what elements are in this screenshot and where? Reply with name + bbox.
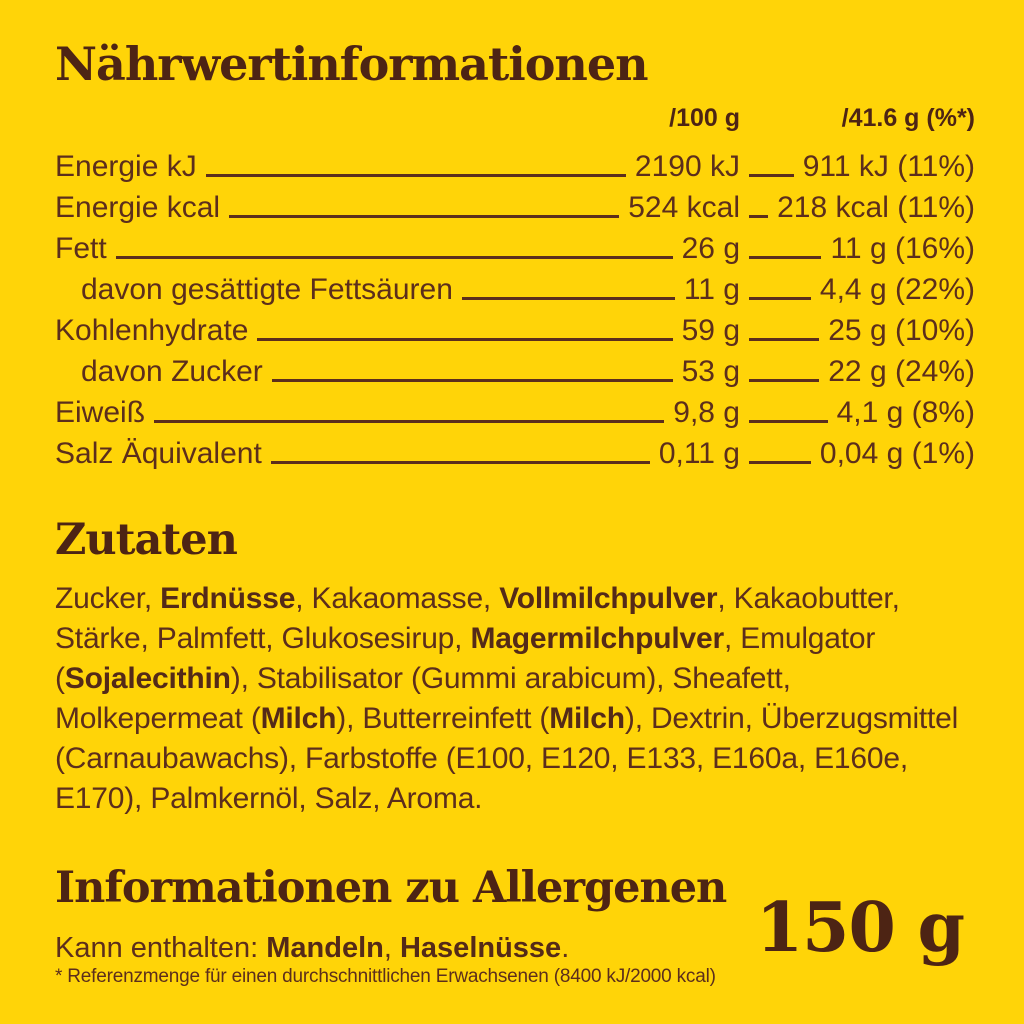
value-per-100g: 2190 kJ: [634, 150, 740, 184]
leader-line: [749, 461, 811, 464]
leader-line: [749, 338, 819, 341]
leader-line: [749, 420, 828, 423]
nutrition-title: Nährwertinformationen: [55, 37, 648, 91]
portion-column: [740, 232, 975, 266]
nutrition-row: [55, 430, 975, 471]
value-per-portion: 25 g (10%): [828, 314, 975, 348]
leader-line: [749, 256, 821, 259]
nutrition-row: [55, 225, 975, 266]
value-per-portion: 4,4 g (22%): [819, 273, 975, 307]
allergens-text: Kann enthalten: Mandeln, Haselnüsse.: [55, 932, 570, 965]
leader-line: [749, 174, 794, 177]
value-per-100g: 53 g: [681, 355, 740, 389]
leader-line: [271, 461, 650, 464]
nutrient-label: Kohlenhydrate: [55, 314, 249, 348]
leader-line: [229, 215, 619, 218]
nutrition-row: [55, 184, 975, 225]
value-per-100g: 9,8 g: [673, 396, 740, 430]
portion-column: [740, 314, 975, 348]
value-per-portion: 11 g (16%): [830, 232, 975, 266]
value-per-portion: 4,1 g (8%): [836, 396, 975, 430]
portion-column: [740, 150, 975, 184]
value-per-portion: 218 kcal (11%): [777, 191, 975, 225]
leader-line: [749, 215, 768, 218]
portion-column: [740, 191, 975, 225]
leader-line: [749, 379, 819, 382]
nutrient-label: Energie kcal: [55, 191, 221, 225]
nutrient-label: Eiweiß: [55, 396, 146, 430]
nutrition-row: [55, 143, 975, 184]
nutrition-row: [55, 348, 975, 389]
allergens-title: Informationen zu Allergenen: [55, 863, 727, 914]
net-weight: 150 g: [755, 888, 964, 968]
nutrition-row: [55, 307, 975, 348]
value-per-100g: 524 kcal: [628, 191, 740, 225]
ingredients-title: Zutaten: [55, 515, 237, 566]
leader-line: [116, 256, 673, 259]
leader-line: [749, 297, 811, 300]
portion-column: [740, 396, 975, 430]
nutrition-row: [55, 389, 975, 430]
nutrient-label: Energie kJ: [55, 150, 197, 184]
value-per-portion: 911 kJ (11%): [802, 150, 975, 184]
value-per-portion: 22 g (24%): [828, 355, 975, 389]
column-headers: [55, 104, 975, 133]
nutrition-row: [55, 266, 975, 307]
leader-line: [154, 420, 664, 423]
value-per-100g: 59 g: [681, 314, 740, 348]
column-header-per-100g: /100 g: [669, 104, 740, 133]
ingredients-text: Zucker, Erdnüsse, Kakaomasse, Vollmilchpulver, Kakaobutter, Stärke, Palmfett, Glukosesirup, Magermilchpulver, Emulgator (Sojalecithin), Stabilisator (Gummi arabicum), Sheafett, Molkepermeat (Milch), Butterreinfett (Milch), Dextrin, Überzugsmittel (Carnaubawachs), Farbstoffe (E100, E120, E133, E160a, E160e, E170), Palmkernöl, Salz, Aroma.: [55, 582, 959, 816]
nutrient-label: Fett: [55, 232, 107, 266]
value-per-100g: 11 g: [683, 273, 740, 307]
portion-column: [740, 355, 975, 389]
nutrient-label: Salz Äquivalent: [55, 437, 262, 471]
portion-column: [740, 273, 975, 307]
nutrient-label: davon Zucker: [81, 355, 263, 389]
portion-column: [740, 437, 975, 471]
leader-line: [257, 338, 672, 341]
leader-line: [272, 379, 673, 382]
value-per-100g: 26 g: [681, 232, 740, 266]
leader-line: [206, 174, 626, 177]
column-header-per-portion: /41.6 g (%*): [841, 104, 975, 133]
value-per-100g: 0,11 g: [658, 437, 740, 471]
nutrition-table: [55, 143, 975, 471]
reference-footnote: * Referenzmenge für einen durchschnittlichen Erwachsenen (8400 kJ/2000 kcal): [55, 966, 716, 987]
nutrient-label: davon gesättigte Fettsäuren: [81, 273, 453, 307]
value-per-portion: 0,04 g (1%): [819, 437, 975, 471]
leader-line: [462, 297, 675, 300]
